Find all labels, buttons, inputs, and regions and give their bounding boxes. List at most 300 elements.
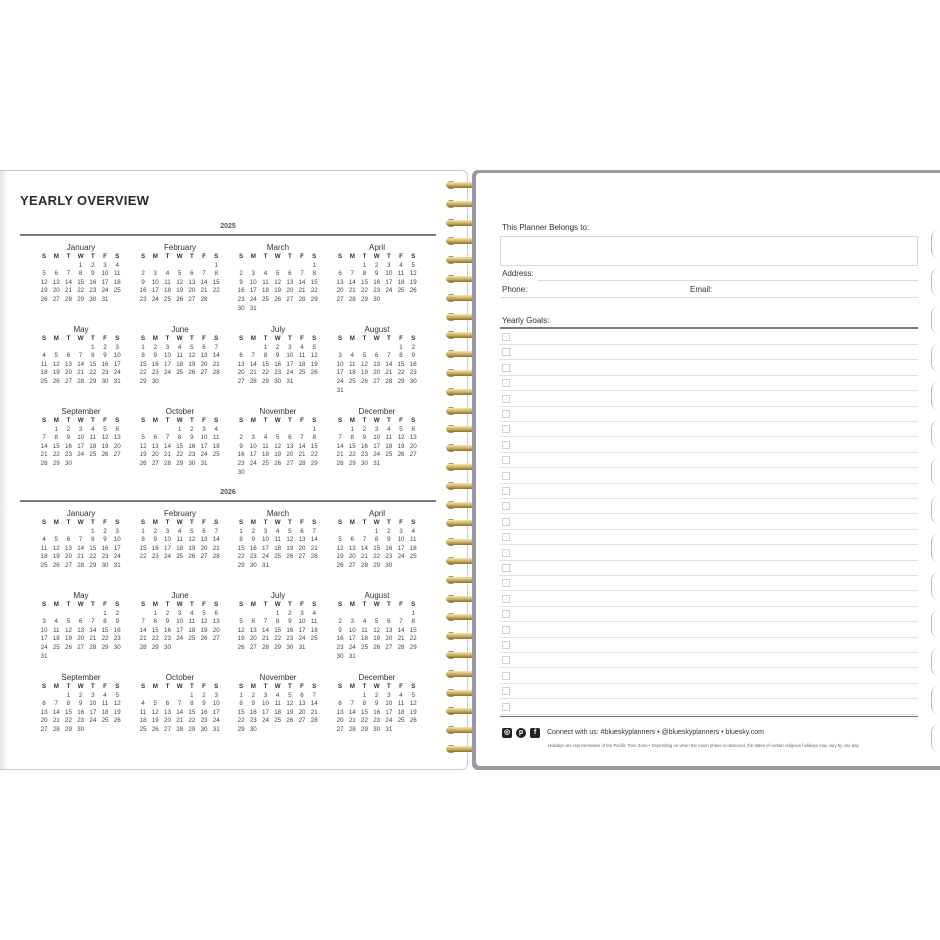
day-number: 27 xyxy=(298,553,306,561)
day-number: 6 xyxy=(338,270,342,278)
weekday-letter: M xyxy=(349,601,355,608)
divider-tab[interactable] xyxy=(931,572,940,600)
day-number: 10 xyxy=(249,278,257,286)
day-number: 23 xyxy=(385,553,393,561)
day-number: 9 xyxy=(374,270,379,278)
weekday-letter: S xyxy=(411,601,416,608)
weekday-letter: F xyxy=(300,601,304,608)
week-row xyxy=(235,700,321,709)
day-number: 24 xyxy=(249,459,257,467)
day-number: 12 xyxy=(139,442,147,450)
day-number xyxy=(284,469,296,478)
weekday-letter: T xyxy=(287,683,292,690)
day-number: 25 xyxy=(176,369,184,377)
day-number: 15 xyxy=(397,360,405,368)
day-number: 20 xyxy=(188,287,196,295)
day-number: 6 xyxy=(338,700,342,708)
day-number: 15 xyxy=(348,442,356,450)
day-number: 20 xyxy=(336,287,344,295)
day-number: 4 xyxy=(275,527,280,535)
day-number: 2 xyxy=(411,343,415,351)
facebook-icon: f xyxy=(530,728,540,738)
weekday-letter: S xyxy=(214,335,219,342)
goal-row[interactable] xyxy=(500,376,918,391)
goal-checkbox[interactable] xyxy=(502,456,510,464)
weekday-letter: S xyxy=(115,253,120,260)
weekday-letter: M xyxy=(250,335,256,342)
goal-checkbox[interactable] xyxy=(502,549,510,557)
divider-tab[interactable] xyxy=(931,648,940,676)
day-number: 11 xyxy=(262,442,269,450)
goal-row[interactable] xyxy=(500,623,918,638)
goal-checkbox[interactable] xyxy=(502,425,510,433)
goal-checkbox[interactable] xyxy=(502,333,510,341)
goal-row[interactable] xyxy=(500,684,918,699)
day-number: 9 xyxy=(362,434,367,442)
day-number xyxy=(395,296,407,305)
connect-text: Connect with us: #blueskyplanners • @blueskyplanners • bluesky.com xyxy=(547,729,764,736)
page-title: YEARLY OVERVIEW xyxy=(20,193,150,208)
day-number: 23 xyxy=(65,451,72,459)
weekday-header xyxy=(334,253,420,262)
day-number: 9 xyxy=(153,536,157,544)
goal-row[interactable] xyxy=(500,592,918,607)
goal-row[interactable] xyxy=(500,576,918,591)
day-number: 10 xyxy=(151,278,159,286)
goal-checkbox[interactable] xyxy=(502,395,510,403)
phone-email-line[interactable] xyxy=(500,297,918,298)
goal-row[interactable] xyxy=(500,515,918,530)
week-row xyxy=(334,545,420,554)
day-number: 29 xyxy=(89,561,97,569)
week-row xyxy=(137,528,223,537)
day-number: 19 xyxy=(274,287,282,295)
day-number: 6 xyxy=(251,618,255,626)
day-number: 24 xyxy=(212,717,220,725)
day-number: 10 xyxy=(212,700,220,708)
day-number: 24 xyxy=(286,369,294,377)
day-number: 15 xyxy=(262,360,269,368)
divider-tab[interactable] xyxy=(931,420,940,448)
goal-checkbox[interactable] xyxy=(502,672,510,680)
day-number: 29 xyxy=(274,643,282,651)
month-name: February xyxy=(163,243,196,252)
day-number: 31 xyxy=(348,652,356,660)
day-number: 25 xyxy=(164,295,171,303)
weekday-header xyxy=(235,417,321,426)
day-number: 11 xyxy=(298,352,306,360)
day-number: 7 xyxy=(251,352,255,360)
goal-row[interactable] xyxy=(500,638,918,653)
day-number: 12 xyxy=(65,626,72,634)
day-number xyxy=(272,262,284,271)
goal-checkbox[interactable] xyxy=(502,518,510,526)
day-number: 30 xyxy=(101,561,109,569)
goal-row[interactable] xyxy=(500,469,918,484)
day-number: 23 xyxy=(151,369,159,377)
day-number xyxy=(75,610,87,619)
day-number: 18 xyxy=(348,369,356,377)
weekday-letter: M xyxy=(250,417,256,424)
month-january xyxy=(38,243,124,305)
goal-checkbox[interactable] xyxy=(502,703,510,711)
weekday-letter: T xyxy=(66,601,71,608)
weekday-letter: S xyxy=(312,683,317,690)
day-number: 24 xyxy=(336,377,344,385)
day-number: 21 xyxy=(310,544,318,552)
day-number: 14 xyxy=(385,360,393,368)
day-number: 2 xyxy=(251,691,255,699)
day-number: 30 xyxy=(409,377,417,385)
day-number: 4 xyxy=(350,352,354,360)
day-number xyxy=(62,528,74,537)
day-number: 3 xyxy=(177,609,182,617)
weekday-header xyxy=(235,601,321,610)
year-rule xyxy=(20,500,436,502)
goal-checkbox[interactable] xyxy=(502,502,510,510)
day-number: 24 xyxy=(385,287,393,295)
divider-tab[interactable] xyxy=(931,534,940,562)
weekday-letter: M xyxy=(53,253,59,260)
goal-row[interactable] xyxy=(500,530,918,545)
goal-row[interactable] xyxy=(500,484,918,499)
day-number: 31 xyxy=(113,561,121,569)
weekday-letter: S xyxy=(411,253,416,260)
day-number: 7 xyxy=(214,527,218,535)
month-june xyxy=(137,325,223,387)
day-number: 2 xyxy=(91,261,95,269)
weekday-header xyxy=(235,683,321,692)
goal-row[interactable] xyxy=(500,561,918,576)
day-number: 18 xyxy=(298,360,306,368)
divider-tab[interactable] xyxy=(931,344,940,372)
month-august xyxy=(334,325,420,395)
month-august xyxy=(334,591,420,661)
day-number xyxy=(346,344,358,353)
day-number: 16 xyxy=(274,360,282,368)
divider-tab[interactable] xyxy=(931,686,940,714)
belongs-label: This Planner Belongs to: xyxy=(502,223,590,232)
day-number: 30 xyxy=(188,459,196,467)
week-row xyxy=(334,635,420,644)
day-number: 9 xyxy=(239,442,243,450)
day-number: 19 xyxy=(176,287,184,295)
weekday-letter: W xyxy=(274,335,281,342)
day-number: 22 xyxy=(65,717,72,725)
goal-checkbox[interactable] xyxy=(502,472,510,480)
week-row xyxy=(137,270,223,279)
address-line[interactable] xyxy=(538,280,918,281)
goal-row[interactable] xyxy=(500,546,918,561)
day-number: 27 xyxy=(348,561,356,569)
day-number: 14 xyxy=(164,442,171,450)
goal-row[interactable] xyxy=(500,422,918,437)
goal-checkbox[interactable] xyxy=(502,533,510,541)
month-name: August xyxy=(364,591,390,600)
goal-checkbox[interactable] xyxy=(502,348,510,356)
week-row xyxy=(137,287,223,296)
day-number: 11 xyxy=(274,536,281,544)
week-row xyxy=(334,553,420,562)
day-number: 19 xyxy=(52,369,60,377)
day-number: 15 xyxy=(89,544,97,552)
day-number: 20 xyxy=(164,717,171,725)
goal-row[interactable] xyxy=(500,361,918,376)
goal-row[interactable] xyxy=(500,407,918,422)
day-number: 2 xyxy=(374,261,379,269)
week-row xyxy=(137,627,223,636)
goal-row[interactable] xyxy=(500,453,918,468)
weekday-header xyxy=(38,253,124,262)
week-row xyxy=(334,352,420,361)
divider-tab[interactable] xyxy=(931,496,940,524)
day-number: 15 xyxy=(176,442,184,450)
day-number: 4 xyxy=(42,352,46,360)
day-number: 31 xyxy=(286,377,294,385)
day-number: 23 xyxy=(237,459,245,467)
day-number: 15 xyxy=(274,626,282,634)
day-number: 22 xyxy=(151,635,159,643)
month-march xyxy=(235,243,321,313)
day-number: 15 xyxy=(77,278,85,286)
week-row xyxy=(235,369,321,378)
day-number xyxy=(358,610,370,619)
divider-tab[interactable] xyxy=(931,268,940,296)
weekday-letter: S xyxy=(239,519,244,526)
day-number xyxy=(62,262,74,271)
day-number: 25 xyxy=(101,717,109,725)
goal-row[interactable] xyxy=(500,669,918,684)
weekday-letter: M xyxy=(53,519,59,526)
day-number: 29 xyxy=(262,377,269,385)
week-row xyxy=(137,279,223,288)
day-number xyxy=(75,344,87,353)
day-number: 8 xyxy=(141,352,145,360)
day-number: 25 xyxy=(409,553,417,561)
week-row xyxy=(334,279,420,288)
day-number: 19 xyxy=(188,360,196,368)
goal-checkbox[interactable] xyxy=(502,564,510,572)
goal-row[interactable] xyxy=(500,392,918,407)
day-number: 11 xyxy=(213,434,220,442)
weekday-header xyxy=(38,417,124,426)
weekday-letter: T xyxy=(287,253,292,260)
weekday-letter: W xyxy=(274,683,281,690)
day-number xyxy=(50,692,62,701)
goal-row[interactable] xyxy=(500,345,918,360)
goal-checkbox[interactable] xyxy=(502,641,510,649)
day-number: 12 xyxy=(409,270,417,278)
day-number: 24 xyxy=(176,635,184,643)
day-number: 30 xyxy=(373,725,381,733)
day-number: 17 xyxy=(212,708,220,716)
weekday-letter: W xyxy=(373,519,380,526)
week-row xyxy=(137,296,223,305)
day-number: 27 xyxy=(385,643,393,651)
day-number xyxy=(383,296,395,305)
day-number: 16 xyxy=(89,278,97,286)
day-number: 12 xyxy=(397,434,405,442)
weekday-letter: S xyxy=(115,519,120,526)
divider-tab[interactable] xyxy=(931,610,940,638)
goal-checkbox[interactable] xyxy=(502,441,510,449)
weekday-letter: M xyxy=(349,519,355,526)
day-number xyxy=(259,726,271,735)
day-number: 8 xyxy=(153,618,157,626)
owner-name-field[interactable] xyxy=(500,236,918,266)
day-number: 15 xyxy=(101,626,109,634)
month-january xyxy=(38,509,124,571)
goal-checkbox[interactable] xyxy=(502,410,510,418)
divider-tab[interactable] xyxy=(931,724,940,752)
disclaimer-text: Holidays are representative of the Pacific Time Zone • Depending on when the moon phase is observed, the dates of certain religious holidays may vary by one day. xyxy=(548,743,860,748)
weekday-letter: T xyxy=(90,417,95,424)
week-row xyxy=(137,443,223,452)
divider-tab[interactable] xyxy=(931,382,940,410)
day-number: 21 xyxy=(298,451,306,459)
day-number: 25 xyxy=(89,451,97,459)
day-number: 30 xyxy=(249,561,257,569)
divider-tab[interactable] xyxy=(931,306,940,334)
weekday-letter: S xyxy=(239,683,244,690)
day-number: 27 xyxy=(151,459,159,467)
day-number: 19 xyxy=(361,369,368,377)
day-number: 27 xyxy=(237,377,245,385)
day-number: 27 xyxy=(65,561,72,569)
day-number: 16 xyxy=(164,626,171,634)
week-row xyxy=(38,443,124,452)
day-number: 3 xyxy=(387,691,391,699)
goal-checkbox[interactable] xyxy=(502,364,510,372)
goal-checkbox[interactable] xyxy=(502,687,510,695)
day-number xyxy=(99,653,111,662)
day-number xyxy=(284,562,296,571)
day-number: 31 xyxy=(249,304,257,312)
day-number: 15 xyxy=(188,708,196,716)
day-number: 31 xyxy=(200,459,208,467)
day-number: 20 xyxy=(52,287,60,295)
goal-row[interactable] xyxy=(500,607,918,622)
goal-checkbox[interactable] xyxy=(502,579,510,587)
day-number xyxy=(137,610,149,619)
week-row xyxy=(235,262,321,271)
weekday-letter: T xyxy=(386,519,391,526)
weekday-letter: S xyxy=(312,335,317,342)
day-number: 7 xyxy=(54,700,58,708)
goal-row[interactable] xyxy=(500,653,918,668)
day-number: 1 xyxy=(190,691,194,699)
day-number: 14 xyxy=(298,442,306,450)
weekday-letter: F xyxy=(103,417,107,424)
day-number: 22 xyxy=(397,369,405,377)
weekday-letter: T xyxy=(189,335,194,342)
goal-row[interactable] xyxy=(500,700,918,715)
day-number xyxy=(161,426,173,435)
goal-checkbox[interactable] xyxy=(502,595,510,603)
day-number: 9 xyxy=(338,626,342,634)
goal-row[interactable] xyxy=(500,330,918,345)
week-row xyxy=(38,434,124,443)
day-number: 7 xyxy=(141,618,145,626)
day-number: 13 xyxy=(249,626,257,634)
day-number: 6 xyxy=(239,352,243,360)
goal-row[interactable] xyxy=(500,499,918,514)
day-number: 9 xyxy=(78,700,83,708)
day-number: 14 xyxy=(298,278,306,286)
weekday-letter: M xyxy=(53,601,59,608)
month-name: May xyxy=(73,325,89,334)
weekday-header xyxy=(38,519,124,528)
weekday-letter: F xyxy=(399,601,403,608)
day-number: 17 xyxy=(373,442,381,450)
day-number xyxy=(259,426,271,435)
goal-row[interactable] xyxy=(500,438,918,453)
weekday-header xyxy=(38,601,124,610)
day-number: 3 xyxy=(338,352,342,360)
day-number: 11 xyxy=(397,700,405,708)
week-row xyxy=(38,700,124,709)
day-number: 6 xyxy=(288,434,292,442)
weekday-letter: W xyxy=(373,417,380,424)
week-row xyxy=(235,344,321,353)
goal-checkbox[interactable] xyxy=(502,626,510,634)
goal-checkbox[interactable] xyxy=(502,656,510,664)
day-number: 11 xyxy=(40,360,48,368)
day-number: 18 xyxy=(262,451,269,459)
weekday-letter: M xyxy=(152,253,158,260)
day-number: 22 xyxy=(361,287,368,295)
weekday-letter: T xyxy=(287,335,292,342)
day-number: 10 xyxy=(200,434,208,442)
divider-tab[interactable] xyxy=(931,458,940,486)
goal-checkbox[interactable] xyxy=(502,487,510,495)
weekday-letter: T xyxy=(263,519,268,526)
day-number: 26 xyxy=(151,725,159,733)
day-number: 5 xyxy=(411,261,415,269)
day-number: 9 xyxy=(374,700,379,708)
day-number: 5 xyxy=(177,270,182,278)
day-number: 7 xyxy=(202,270,206,278)
week-row xyxy=(137,378,223,387)
day-number: 13 xyxy=(286,442,294,450)
day-number: 21 xyxy=(77,369,85,377)
day-number: 5 xyxy=(66,618,71,626)
month-name: September xyxy=(61,673,101,682)
day-number: 14 xyxy=(310,700,318,708)
day-number: 10 xyxy=(262,700,269,708)
day-number: 17 xyxy=(385,278,393,286)
weekday-letter: F xyxy=(300,253,304,260)
weekday-letter: T xyxy=(90,519,95,526)
day-number: 8 xyxy=(362,270,367,278)
goal-checkbox[interactable] xyxy=(502,379,510,387)
goal-checkbox[interactable] xyxy=(502,610,510,618)
day-number: 26 xyxy=(52,377,60,385)
day-number: 15 xyxy=(361,708,368,716)
day-number: 4 xyxy=(263,270,268,278)
weekday-letter: M xyxy=(152,519,158,526)
day-number: 22 xyxy=(212,287,220,295)
weekday-letter: S xyxy=(411,683,416,690)
week-row xyxy=(334,627,420,636)
day-number: 11 xyxy=(274,700,281,708)
weekday-letter: T xyxy=(66,253,71,260)
day-number xyxy=(358,387,370,396)
day-number: 19 xyxy=(101,442,109,450)
divider-tab[interactable] xyxy=(931,230,940,258)
week-row xyxy=(137,460,223,469)
day-number: 19 xyxy=(139,451,147,459)
